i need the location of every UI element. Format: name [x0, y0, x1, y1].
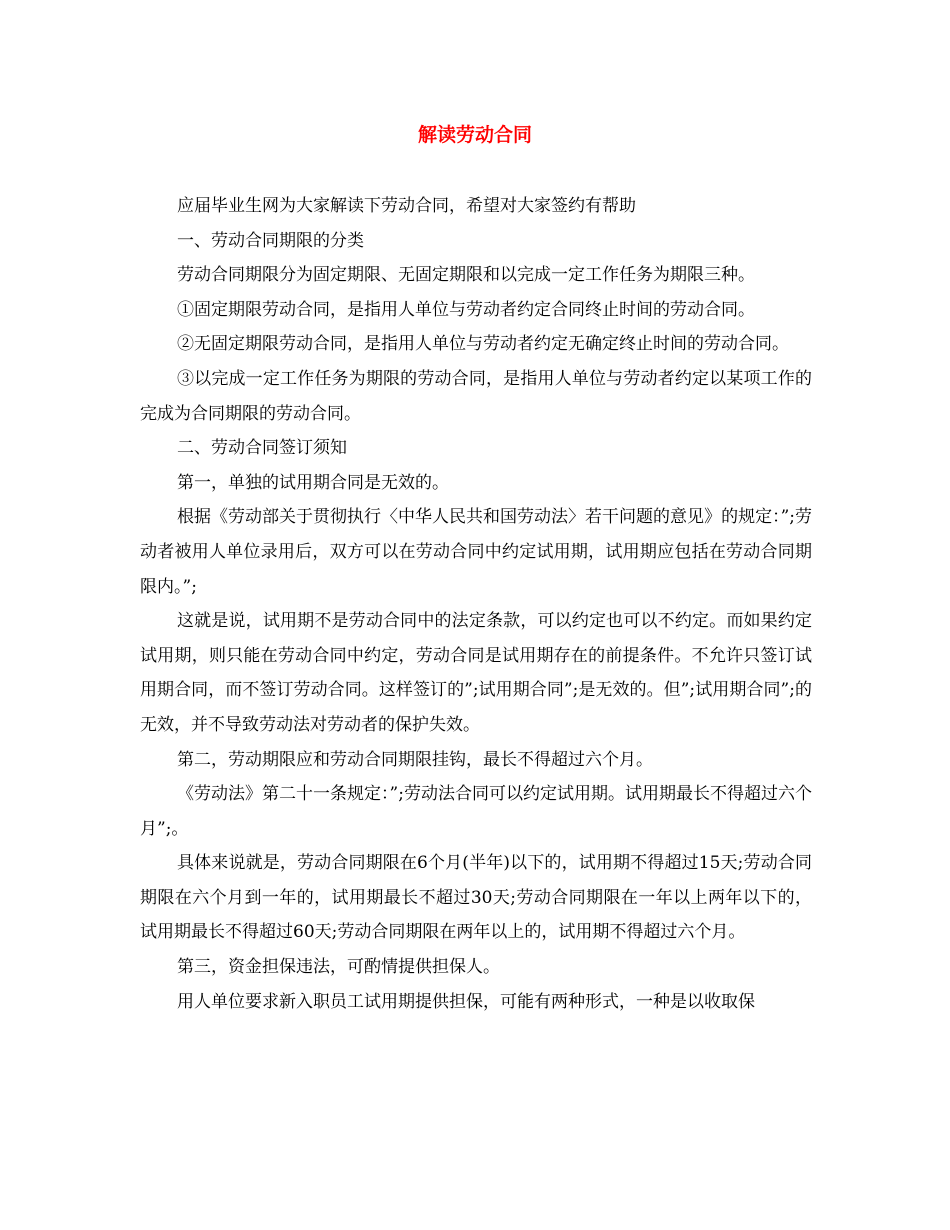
list-item: ②无固定期限劳动合同，是指用人单位与劳动者约定无确定终止时间的劳动合同。 — [177, 334, 789, 355]
paragraph: 具体来说就是，劳动合同期限在6个月(半年)以下的，试用期不得超过15天;劳动合同期限在六个月到一年的，试用期最长不超过30天;劳动合同期限在一年以上两年以下的，试用期最长不得超过60天;劳动合同期限在两年以上的，试用期不得超过六个月。 — [140, 853, 812, 943]
list-item: ①固定期限劳动合同，是指用人单位与劳动者约定合同终止时间的劳动合同。 — [177, 299, 755, 320]
paragraph: 这就是说，试用期不是劳动合同中的法定条款，可以约定也可以不约定。而如果约定试用期，则只能在劳动合同中约定，劳动合同是试用期存在的前提条件。不允许只签订试用期合同，而不签订劳动合同。这样签订的”;试用期合同”;是无效的。但”;试用期合同”;的无效，并不导致劳动法对劳动者的保护失效。 — [140, 611, 812, 735]
paragraph: 根据《劳动部关于贯彻执行〈中华人民共和国劳动法〉若干问题的意见》的规定：”;劳动者被用人单位录用后，双方可以在劳动合同中约定试用期，试用期应包括在劳动合同期限内。”; — [140, 507, 812, 597]
section-heading-1: 一、劳动合同期限的分类 — [177, 230, 364, 251]
document-body — [140, 189, 812, 1019]
paragraph: 《劳动法》第二十一条规定：”;劳动法合同可以约定试用期。试用期最长不得超过六个月”;。 — [140, 784, 812, 839]
paragraph: 用人单位要求新入职员工试用期提供担保，可能有两种形式，一种是以收取保 — [177, 991, 755, 1012]
subheading: 第二，劳动期限应和劳动合同期限挂钩，最长不得超过六个月。 — [177, 749, 653, 770]
document-title: 解读劳动合同 — [417, 124, 532, 146]
subheading: 第三，资金担保违法，可酌情提供担保人。 — [177, 957, 500, 978]
list-item: ③以完成一定工作任务为期限的劳动合同，是指用人单位与劳动者约定以某项工作的完成为合同期限的劳动合同。 — [140, 368, 812, 424]
paragraph: 劳动合同期限分为固定期限、无固定期限和以完成一定工作任务为期限三种。 — [177, 265, 755, 286]
subheading: 第一，单独的试用期合同是无效的。 — [177, 472, 449, 493]
paragraph-intro: 应届毕业生网为大家解读下劳动合同，希望对大家签约有帮助 — [177, 196, 636, 216]
section-heading-2: 二、劳动合同签订须知 — [177, 438, 347, 459]
